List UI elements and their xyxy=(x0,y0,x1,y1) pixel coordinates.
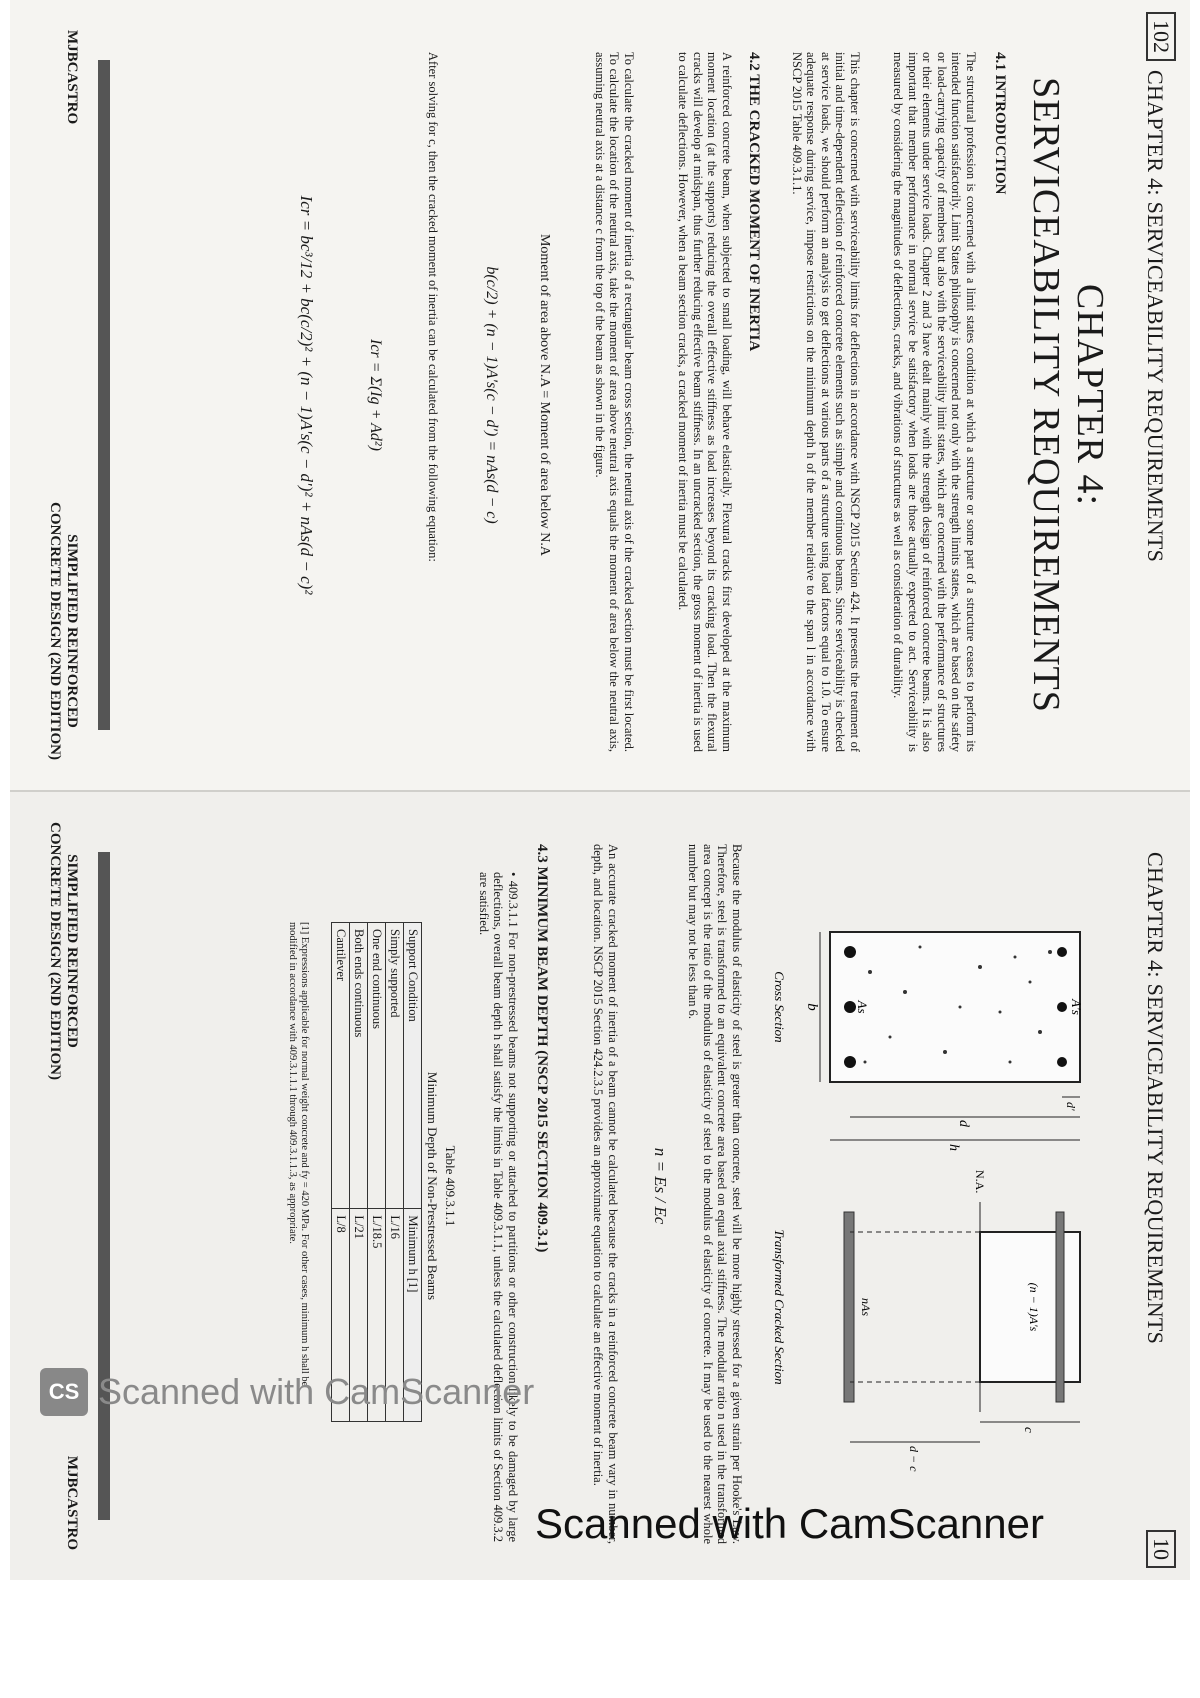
section-heading-4-2: 4.2 THE CRACKED MOMENT OF INERTIA xyxy=(746,52,762,352)
label-b: b xyxy=(804,1003,820,1011)
table-row xyxy=(386,923,404,1422)
transformed-tension-steel xyxy=(844,1212,854,1402)
table-row xyxy=(332,923,350,1422)
footer-book-title xyxy=(46,502,80,760)
modulus-paragraph: Because the modulus of elasticity of steel is greater than concrete, steel will be more highly stressed for a given strain per Hooke's Law. Therefore, steel is transformed to an equivalent concrete area based on equal axial stiffness. The modular ratio n used in the transformed area concept is the ratio of the modulus of elasticity of steel to the modulus of elasticity of concrete. It may be used to the nearest whole number but may not be less than 6. xyxy=(686,844,744,1544)
accurate-paragraph: An accurate cracked moment of inertia of a beam cannot be calculated because the cracks in a reinforced concrete beam vary in number, depth, and location. NSCP 2015 Section 424.2.3.5 provides an approximate equation to calculate an effective moment of inertia. xyxy=(591,844,620,1544)
table-cell: Cantilever xyxy=(332,923,350,1209)
caption-cross-section: Cross Section xyxy=(772,971,787,1043)
label-d-minus-c: d − c xyxy=(907,1446,921,1472)
table-row xyxy=(368,923,386,1422)
footer-author: MJBCASTRO xyxy=(64,1455,80,1550)
book-spread xyxy=(10,0,1190,1580)
table-cell: L/16 xyxy=(386,1209,404,1422)
label-h: h xyxy=(946,1144,961,1151)
label-c: c xyxy=(1022,1427,1037,1433)
left-page xyxy=(10,0,1190,790)
footer-book-title xyxy=(46,822,80,1080)
right-page xyxy=(10,790,1190,1580)
beam-section-figure xyxy=(760,912,1120,1472)
footer-bar xyxy=(98,60,110,730)
label-as-prime: A′s xyxy=(1069,999,1084,1015)
cracked-paragraph-1: A reinforced concrete beam, when subjected to small loading, will behave elastically. Flexural cracks first developed at the maximum moment location (at the supports) reducing the overall effective stiffness as load increases beyond its cracking load. Then the flexural cracks will develop at midspan, thus further reducing effective beam stiffness. In an uncracked section, the gross moment of inertia is used to calculate deflections. However, when a beam section cracks, a cracked moment of inertia must be calculated. xyxy=(676,52,734,752)
bullet-glyph: • xyxy=(506,872,520,881)
table-title: Table 409.3.1.1 xyxy=(443,1145,458,1227)
footer-book-line1: SIMPLIFIED REINFORCED xyxy=(64,854,80,1048)
table-cell: L/21 xyxy=(350,1209,368,1422)
equation-icr-full: Icr = bc³/12 + bc(c/2)² + (n − 1)A′s(c − d′)² + nAs(d − c)² xyxy=(297,195,316,595)
chapter-title xyxy=(1024,0,1112,790)
label-dprime: d′ xyxy=(1064,1102,1078,1111)
footer-bar xyxy=(98,852,110,1520)
intro-paragraph-2: This chapter is concerned with serviceability limits for deflections in accordance with NSCP 2015 Section 424. It presents the treatment of initial and time-dependent deflection of reinforced concrete elements such as simple and continuous beams. Since serviceability is checked at service loads, we should perform an analysis to get deflections at various parts of a structure using load factors equal to 1.0. To ensure adequate response during service, impose restrictions on the minimum depth h of the member relative to the span l in accordance with NSCP 2015 Table 409.3.1.1. xyxy=(790,52,862,752)
section-heading-4-3: 4.3 MINIMUM BEAM DEPTH (NSCP 2015 SECTION 409.3.1) xyxy=(534,844,550,1253)
watermark-text: Scanned with CamScanner xyxy=(98,1371,535,1412)
running-header: CHAPTER 4: SERVICEABILITY REQUIREMENTS xyxy=(1143,852,1168,1345)
after-solving-text: After solving for c, then the cracked moment of inertia can be calculated from the following equation: xyxy=(426,52,440,562)
page-number: 102 xyxy=(1146,12,1176,61)
section-heading-4-1: 4.1 INTRODUCTION xyxy=(992,52,1008,195)
chapter-title-line2: SERVICEABILITY REQUIREMENTS xyxy=(1025,77,1067,713)
table-cell: L/8 xyxy=(332,1209,350,1422)
footer-book-line1: SIMPLIFIED REINFORCED xyxy=(64,534,80,728)
table-subtitle: Minimum Depth of Non-Prestressed Beams xyxy=(425,1071,440,1301)
equation-icr-sum: Icr = Σ(Ig + Ad²) xyxy=(367,338,384,452)
table-cell: L/18.5 xyxy=(368,1209,386,1422)
moment-statement: Moment of area above N.A = Moment of area below N.A xyxy=(537,233,552,557)
bullet-paragraph xyxy=(477,872,521,1542)
equation-modular-ratio: n = Es / Ec xyxy=(651,1147,670,1225)
label-na: N.A. xyxy=(973,1170,987,1194)
running-header: CHAPTER 4: SERVICEABILITY REQUIREMENTS xyxy=(1143,70,1168,563)
camscanner-logo-icon: CS xyxy=(40,1368,88,1416)
footer-book-line2: CONCRETE DESIGN (2ND EDITION) xyxy=(47,502,63,760)
table-cell: One end continuous xyxy=(368,923,386,1209)
footer-author: MJBCASTRO xyxy=(64,30,80,125)
footer-book-line2: CONCRETE DESIGN (2ND EDITION) xyxy=(47,822,63,1080)
page-number: 10 xyxy=(1146,1530,1176,1568)
bullet-text: 409.3.1.1 For non-prestressed beams not supporting or attached to partitions or other construction likely to be damaged by large deflections, overall beam depth h shall satisfy the limits in Table 409.3.1.1, unless the calculated deflection limits of Section 409.3.2 are satisfied. xyxy=(477,872,520,1542)
table-header-row xyxy=(404,923,422,1422)
caption-transformed: Transformed Cracked Section xyxy=(772,1229,787,1385)
table-cell: Simply supported xyxy=(386,923,404,1209)
table-header-cell: Support Condition xyxy=(404,923,422,1209)
table-footnote: [1] Expressions applicable for normal weight concrete and fy = 420 MPa. For other cases, minimum h shall be modified in accordance with 409.3.1.1.1 through 409.3.1.1.3, as appropriate. xyxy=(287,922,310,1387)
table-header-cell: Minimum h [1] xyxy=(404,1209,422,1422)
camscanner-watermark xyxy=(40,1368,534,1416)
min-depth-table xyxy=(331,922,422,1422)
table-row xyxy=(350,923,368,1422)
cracked-paragraph-2: To calculate the cracked moment of inertia of a rectangular beam cross section, the neutral axis of the cracked section must be first located. To calculate the location of the neutral axis, take the moment of area above neutral axis equals the moment of area below the neutral axis, assuming neutral axis at a distance c from the top of the beam as shown in the figure. xyxy=(593,52,636,752)
label-d: d xyxy=(956,1120,971,1127)
label-nas: nAs xyxy=(859,1298,873,1316)
table-cell: Both ends continuous xyxy=(350,923,368,1209)
bottom-brand-text: Scanned with CamScanner xyxy=(535,1500,1044,1547)
transformed-compression-steel xyxy=(1056,1212,1064,1402)
label-n1as: (n − 1)A′s xyxy=(1027,1282,1041,1332)
equation-neutral-axis: b(c/2) + (n − 1)A′s(c − d′) = nAs(d − c) xyxy=(483,266,500,524)
label-as: As xyxy=(855,1000,870,1014)
chapter-title-line1: CHAPTER 4: xyxy=(1069,283,1111,507)
intro-paragraph-1: The structural profession is concerned with a limit states condition at which a structure or some part of a structure ceases to perform its intended function satisfactorily. Limit States philosophy is concerned not only with the strength limits states, which are based on the safety or load-carrying capacity of members but also with the serviceability limit states, which are concerned with the performance of structures or their elements under service loads. Chapter 2 and 3 have dealt mainly with the strength design of reinforced concrete beams. It is also important that member performance in normal service be satisfactory when loads are those actually expected to act. Serviceability is measured by considering the magnitudes of deflections, cracks, and vibrations of structures as well as consideration of durability. xyxy=(891,52,978,752)
